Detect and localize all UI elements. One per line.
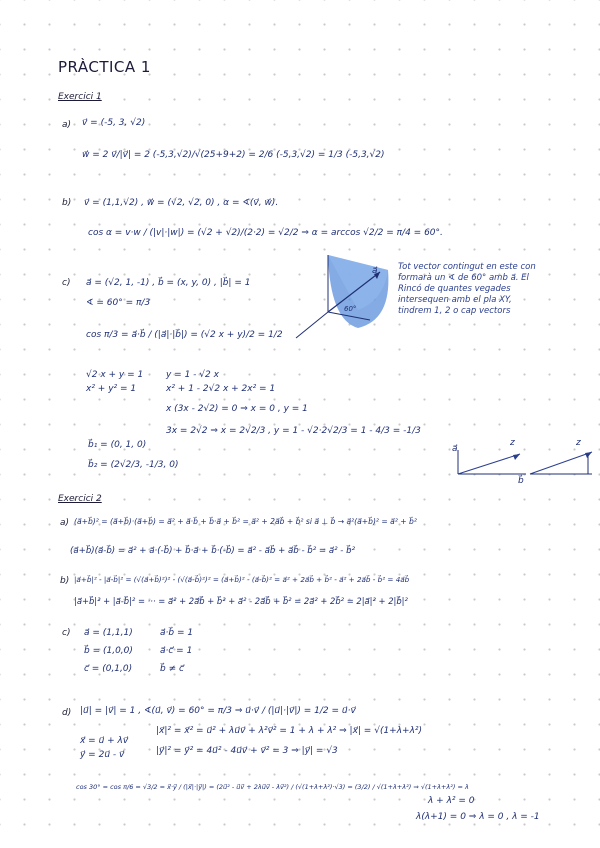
ex2-a-label: a) <box>60 518 70 528</box>
ex2-d-line: |u⃗| = |v⃗| = 1 , ∢(u⃗, v⃗) = 60° = π/3 ⇒ u⃗·v⃗ / (|u⃗|·|v⃗|) = 1/2 = u⃗·v⃗ <box>80 706 356 716</box>
ex2-b-line: |a⃗+b⃗|² - |a⃗-b⃗|² = (√(a⃗+b⃗)²)² - (√(a⃗-b⃗)²)² = (a⃗+b⃗)² - (a⃗-b⃗)² = a⃗² + 2a⃗b⃗ + b⃗² - a⃗² + 2a⃗b⃗ - b⃗² = 4a⃗b⃗ <box>74 575 410 584</box>
page-title: PRÀCTICA 1 <box>58 58 151 76</box>
ex2-c-line: b⃗ = (1,0,0) <box>84 646 133 656</box>
ex2-d-line: cos 30° = cos π/6 = √3/2 = x⃗·y⃗ / (|x⃗|·|y⃗|) = (2u⃗² - u⃗v⃗ + 2λu⃗v⃗ - λv⃗²) / (√(1+λ+λ²)·√3) = (3/2) / √(1+λ+λ²) ⇒ √(1+λ+λ²) = λ <box>76 783 469 791</box>
cone-angle-label: 60° <box>344 305 357 313</box>
exercise-1-heading: Exercici 1 <box>58 92 102 102</box>
ex2-d-label: d) <box>62 708 72 718</box>
ex1-b-line: v⃗ = (1,1,√2) , w⃗ = (√2, √2, 0) , α = ∢(v⃗, w⃗). <box>84 198 279 208</box>
vector-sketch-label: a⃗ <box>452 444 458 454</box>
ex1-c-line: x² + 1 - 2√2 x + 2x² = 1 <box>166 384 276 394</box>
cone-figure <box>288 250 408 350</box>
cone-vector-label: a⃗ <box>372 266 378 276</box>
vector-sketch-label: b⃗ <box>518 476 524 486</box>
ex1-c-line: ∢ = 60° = π/3 <box>86 298 151 308</box>
ex1-c-line: y = 1 - √2 x <box>166 370 219 380</box>
ex2-d-line: λ(λ+1) = 0 ⇒ λ = 0 , λ = -1 <box>416 812 540 822</box>
ex2-a-line: (a⃗+b⃗)² = (a⃗+b⃗)·(a⃗+b⃗) = a⃗² + a⃗·b⃗ + b⃗·a⃗ + b⃗² = a⃗² + 2a⃗b⃗ + b⃗² si a⃗ ⊥ b⃗ → a⃗²(a⃗+b⃗)² = a⃗² + b⃗² <box>74 517 417 526</box>
ex2-c-line: a⃗·b⃗ = 1 <box>160 628 194 638</box>
ex2-c-line: b⃗ ≠ c⃗ <box>160 664 184 674</box>
vector-sketch-label: z <box>576 438 581 448</box>
ex2-c-label: c) <box>62 628 71 638</box>
ex2-a-line: (a⃗+b⃗)(a⃗-b⃗) = a⃗² + a⃗·(-b⃗) + b⃗·a⃗ + b⃗·(-b⃗) = a⃗² - a⃗b⃗ + a⃗b⃗ - b⃗² = a⃗² - b⃗² <box>70 546 356 556</box>
ex2-c-line: a⃗ = (1,1,1) <box>84 628 133 638</box>
ex1-a-label: a) <box>62 120 72 130</box>
ex1-c-line: b⃗₂ = (2√2/3, -1/3, 0) <box>88 460 179 470</box>
ex1-c-line: cos π/3 = a⃗·b⃗ / (|a⃗|·|b⃗|) = (√2 x + y)/2 = 1/2 <box>86 330 283 340</box>
ex1-c-note: Tot vector contingut en este con formarà un ∢ de 60° amb a⃗. El Rincó de quantes vegades intersequen amb el pla XY, tindrem 1, 2 o cap vectors <box>398 262 536 316</box>
ex1-c-line: x (3x - 2√2) = 0 ⇒ x = 0 , y = 1 <box>166 404 308 414</box>
exercise-2-heading: Exercici 2 <box>58 494 102 504</box>
ex1-c-line: √2 x + y = 1 <box>86 370 144 380</box>
ex2-c-line: a⃗·c⃗ = 1 <box>160 646 193 656</box>
ex2-d-line: y⃗ = 2u⃗ - v⃗ <box>80 750 125 760</box>
ex1-a-line: v⃗ = (-5, 3, √2) <box>82 118 146 128</box>
ex1-c-line: 3x = 2√2 ⇒ x = 2√2/3 , y = 1 - √2·2√2/3 = 1 - 4/3 = -1/3 <box>166 426 421 436</box>
ex2-d-line: |y⃗|² = y⃗² = 4u⃗² - 4u⃗v⃗ + v⃗² = 3 ⇒ |y⃗| = √3 <box>156 746 338 756</box>
ex1-b-label: b) <box>62 198 72 208</box>
ex1-c-line: a⃗ = (√2, 1, -1) , b⃗ = (x, y, 0) , |b⃗| = 1 <box>86 278 251 288</box>
vector-sketch-label: z <box>510 438 515 448</box>
ex2-b-line: |a⃗+b⃗|² + |a⃗-b⃗|² = ··· = a⃗² + 2a⃗b⃗ + b⃗² + a⃗² - 2a⃗b⃗ + b⃗² = 2a⃗² + 2b⃗² = 2|a⃗|² + 2|b⃗|² <box>74 596 408 606</box>
ex2-b-label: b) <box>60 576 70 586</box>
ex2-d-line: x⃗ = u⃗ + λv⃗ <box>80 736 129 746</box>
ex1-c-label: c) <box>62 278 71 288</box>
ex2-c-line: c⃗ = (0,1,0) <box>84 664 133 674</box>
ex2-d-line: |x⃗|² = x⃗² = u⃗² + λu⃗v⃗ + λ²v⃗² = 1 + λ + λ² ⇒ |x⃗| = √(1+λ+λ²) <box>156 726 423 736</box>
ex1-b-line: cos α = v·w / (|v|·|w|) = (√2 + √2)/(2·2) = √2/2 ⇒ α = arccos √2/2 = π/4 = 60°. <box>88 228 443 238</box>
ex1-c-line: x² + y² = 1 <box>86 384 137 394</box>
ex1-c-line: b⃗₁ = (0, 1, 0) <box>88 440 147 450</box>
ex2-d-line: λ + λ² = 0 <box>428 796 475 806</box>
ex1-a-line: w⃗ = 2 v⃗/|v⃗| = 2 (-5,3,√2)/√(25+9+2) = 2/6 (-5,3,√2) = 1/3 (-5,3,√2) <box>82 150 385 160</box>
